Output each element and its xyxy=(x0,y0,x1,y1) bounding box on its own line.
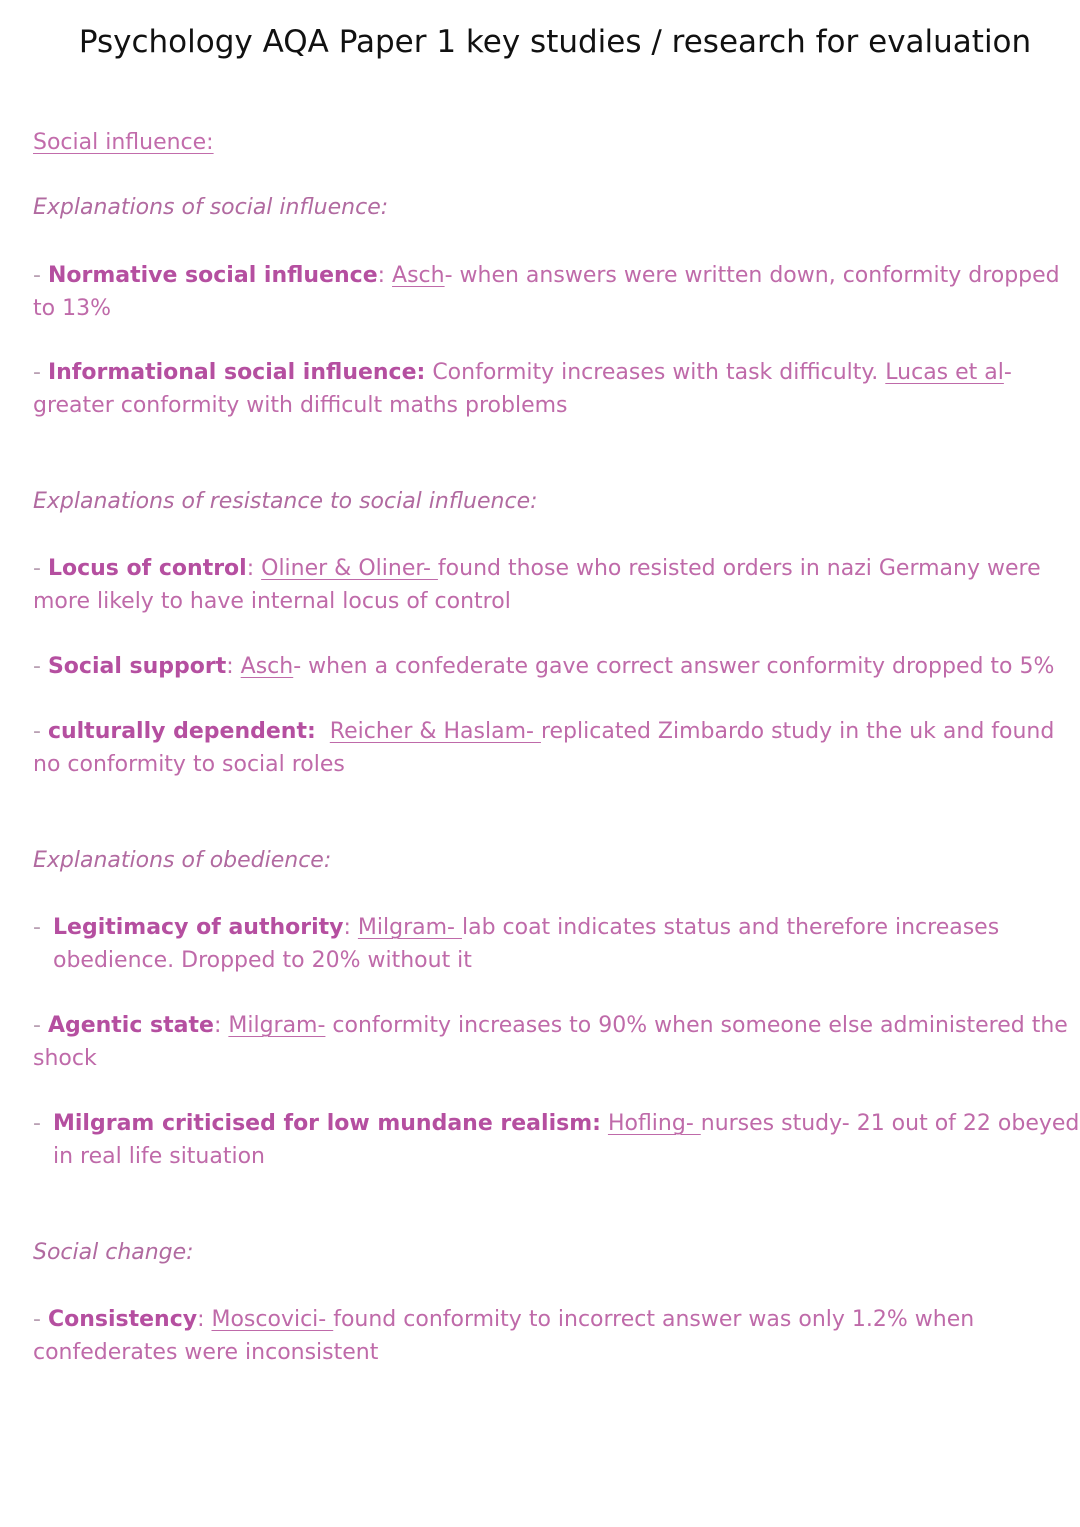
item-text: - when a confederate gave correct answer conformity dropped to 5% xyxy=(293,654,1055,679)
item-separator: : xyxy=(377,263,393,288)
item-study: Asch xyxy=(240,654,294,679)
bullet-dash: - xyxy=(33,1013,48,1038)
list-item xyxy=(33,259,1073,325)
item-term: Consistency xyxy=(47,1307,198,1332)
page-title: Psychology AQA Paper 1 key studies / research for evaluation xyxy=(78,24,1032,60)
section-heading: Explanations of social influence: xyxy=(33,195,389,220)
item-text: replicated Zimbardo study in the uk and found no conformity to social roles xyxy=(33,719,1062,777)
item-study: Lucas et al xyxy=(885,360,1004,385)
item-separator: : xyxy=(197,1307,212,1332)
list-item xyxy=(33,1107,1080,1173)
item-separator: : xyxy=(246,556,262,581)
item-text: found those who resisted orders in nazi Germany were more likely to have internal locus of control xyxy=(33,556,1041,614)
list-item xyxy=(33,1009,1073,1075)
list-item xyxy=(33,715,1073,781)
bullet-dash: - xyxy=(33,263,48,288)
item-text: conformity increases to 90% when someone else administered the shock xyxy=(33,1013,1068,1071)
item-study: Asch xyxy=(392,263,445,288)
bullet-dash: - xyxy=(33,915,41,940)
section-heading: Social change: xyxy=(33,1240,194,1265)
item-term: Social support xyxy=(47,654,227,679)
list-item xyxy=(33,1303,1073,1369)
list-item xyxy=(33,650,1073,683)
list-item xyxy=(33,911,1080,977)
item-separator: : xyxy=(343,915,358,940)
item-study: Reicher & Haslam- xyxy=(329,719,541,744)
list-item xyxy=(33,356,1073,422)
bullet-dash: - xyxy=(33,654,48,679)
bullet-dash: - xyxy=(33,719,48,744)
item-separator xyxy=(316,719,330,744)
item-term: Agentic state xyxy=(47,1013,214,1038)
item-study: Moscovici- xyxy=(211,1307,334,1332)
list-item xyxy=(33,552,1073,618)
section-heading: Explanations of obedience: xyxy=(33,848,332,873)
item-term: Milgram criticised for low mundane realism: xyxy=(53,1111,601,1136)
item-study: Hofling- xyxy=(607,1111,701,1136)
bullet-dash: - xyxy=(33,360,48,385)
item-term: Normative social influence xyxy=(47,263,378,288)
item-text: - greater conformity with difficult maths problems xyxy=(33,360,1012,418)
item-term: Legitimacy of authority xyxy=(53,915,344,940)
item-study: Milgram- xyxy=(357,915,462,940)
item-separator: : xyxy=(213,1013,229,1038)
bullet-dash: - xyxy=(33,556,48,581)
item-term: Locus of control xyxy=(47,556,247,581)
item-text: lab coat indicates status and therefore increases obedience. Dropped to 20% without it xyxy=(53,915,1000,973)
item-text: - when answers were written down, conformity dropped to 13% xyxy=(33,263,1060,321)
item-study: Milgram- xyxy=(228,1013,326,1038)
item-text: nurses study- 21 out of 22 obeyed in real life situation xyxy=(53,1111,1080,1169)
bullet-dash: - xyxy=(33,1307,48,1332)
item-term: Informational social influence: xyxy=(47,360,426,385)
bullet-dash: - xyxy=(33,1111,41,1136)
item-separator xyxy=(601,1111,608,1136)
item-study: Oliner & Oliner- xyxy=(261,556,438,581)
item-separator: : xyxy=(226,654,241,679)
section-heading: Explanations of resistance to social influence: xyxy=(33,489,538,514)
item-term: culturally dependent: xyxy=(47,719,316,744)
topic-heading: Social influence: xyxy=(33,130,214,155)
item-text: found conformity to incorrect answer was only 1.2% when confederates were inconsistent xyxy=(33,1307,975,1365)
item-prefix: Conformity increases with task difficulty. xyxy=(425,360,886,385)
